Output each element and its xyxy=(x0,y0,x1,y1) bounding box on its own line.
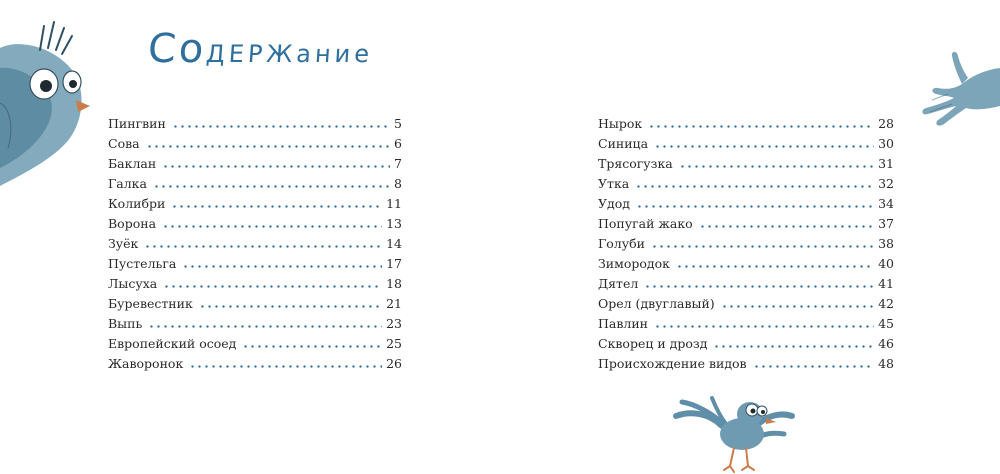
toc-dot-leader xyxy=(162,225,382,228)
toc-dot-leader xyxy=(189,365,382,368)
toc-entry[interactable] xyxy=(108,214,402,234)
toc-entry-page: 46 xyxy=(878,336,894,351)
toc-dot-leader xyxy=(242,345,382,348)
toc-dot-leader xyxy=(199,305,382,308)
toc-entry[interactable] xyxy=(108,314,402,334)
toc-entry-name: Зимородок xyxy=(598,256,670,271)
hand-illustration xyxy=(918,48,1000,128)
toc-entry-name: Скворец и дрозд xyxy=(598,336,708,351)
toc-entry-name: Пустельга xyxy=(108,256,177,271)
toc-entry-name: Утка xyxy=(598,176,630,191)
toc-entry-page: 23 xyxy=(386,316,402,331)
toc-entry[interactable] xyxy=(598,154,894,174)
toc-entry-name: Пингвин xyxy=(108,116,166,131)
toc-dot-leader xyxy=(676,265,874,268)
toc-entry-name: Нырок xyxy=(598,116,643,131)
toc-dot-leader xyxy=(654,325,874,328)
toc-entry-name: Европейский осоед xyxy=(108,336,237,351)
toc-entry-page: 38 xyxy=(878,236,894,251)
toc-entry[interactable] xyxy=(108,334,402,354)
toc-entry-name: Зуёк xyxy=(108,236,139,251)
toc-entry-name: Колибри xyxy=(108,196,166,211)
toc-entry[interactable] xyxy=(598,254,894,274)
toc-entry-name: Буревестник xyxy=(108,296,193,311)
toc-dot-leader xyxy=(635,185,874,188)
toc-dot-leader xyxy=(753,365,875,368)
toc-entry-page: 7 xyxy=(394,156,402,171)
toc-dot-leader xyxy=(644,285,874,288)
toc-entry[interactable] xyxy=(108,274,402,294)
toc-dot-leader xyxy=(171,205,382,208)
toc-entry[interactable] xyxy=(598,174,894,194)
toc-entry-page: 42 xyxy=(878,296,894,311)
toc-entry-page: 30 xyxy=(878,136,894,151)
toc-entry-name: Павлин xyxy=(598,316,648,331)
toc-dot-leader xyxy=(648,125,874,128)
toc-entry[interactable] xyxy=(108,134,402,154)
toc-entry[interactable] xyxy=(108,174,402,194)
toc-left-column xyxy=(108,114,402,374)
page-title-main: Со xyxy=(146,26,209,72)
page-title xyxy=(146,26,375,72)
toc-entry[interactable] xyxy=(108,194,402,214)
page-title-rest: ДЕРЖание xyxy=(205,40,375,68)
toc-right-column xyxy=(598,114,894,374)
toc-entry[interactable] xyxy=(108,294,402,314)
toc-dot-leader xyxy=(636,205,874,208)
toc-dot-leader xyxy=(146,145,390,148)
toc-entry-page: 41 xyxy=(878,276,894,291)
toc-entry-page: 34 xyxy=(878,196,894,211)
toc-entry[interactable] xyxy=(598,194,894,214)
toc-entry[interactable] xyxy=(598,214,894,234)
toc-entry-page: 11 xyxy=(386,196,402,211)
toc-entry[interactable] xyxy=(598,274,894,294)
toc-entry-page: 45 xyxy=(878,316,894,331)
toc-dot-leader xyxy=(699,225,874,228)
toc-entry-page: 28 xyxy=(878,116,894,131)
toc-entry-page: 8 xyxy=(394,176,402,191)
toc-entry-page: 32 xyxy=(878,176,894,191)
toc-dot-leader xyxy=(163,285,382,288)
toc-entry[interactable] xyxy=(598,334,894,354)
toc-entry-page: 13 xyxy=(386,216,402,231)
toc-dot-leader xyxy=(172,125,390,128)
toc-entry-name: Синица xyxy=(598,136,649,151)
toc-entry-name: Дятел xyxy=(598,276,639,291)
toc-entry[interactable] xyxy=(598,114,894,134)
toc-entry-page: 18 xyxy=(386,276,402,291)
toc-entry-page: 48 xyxy=(878,356,894,371)
toc-dot-leader xyxy=(713,345,874,348)
toc-entry-page: 31 xyxy=(878,156,894,171)
small-bird-illustration xyxy=(672,386,802,474)
toc-entry[interactable] xyxy=(598,134,894,154)
toc-dot-leader xyxy=(144,245,382,248)
toc-entry-name: Сова xyxy=(108,136,140,151)
toc-dot-leader xyxy=(721,305,874,308)
toc-dot-leader xyxy=(153,185,390,188)
toc-entry-page: 17 xyxy=(386,256,402,271)
toc-entry[interactable] xyxy=(598,234,894,254)
toc-entry-page: 40 xyxy=(878,256,894,271)
toc-entry[interactable] xyxy=(108,234,402,254)
toc-dot-leader xyxy=(162,165,390,168)
toc-entry-name: Удод xyxy=(598,196,630,211)
toc-entry-page: 21 xyxy=(386,296,402,311)
toc-entry-name: Жаворонок xyxy=(108,356,184,371)
toc-dot-leader xyxy=(651,245,874,248)
toc-entry-name: Голуби xyxy=(598,236,645,251)
toc-entry-page: 5 xyxy=(394,116,402,131)
owl-bird-illustration xyxy=(0,8,100,188)
toc-entry[interactable] xyxy=(598,314,894,334)
toc-entry-name: Происхождение видов xyxy=(598,356,747,371)
toc-dot-leader xyxy=(182,265,382,268)
toc-entry[interactable] xyxy=(108,254,402,274)
toc-entry-page: 25 xyxy=(386,336,402,351)
toc-entry-name: Выпь xyxy=(108,316,143,331)
toc-entry-name: Ворона xyxy=(108,216,157,231)
toc-entry-name: Попугай жако xyxy=(598,216,693,231)
toc-entry-name: Баклан xyxy=(108,156,157,171)
toc-entry[interactable] xyxy=(598,354,894,374)
toc-dot-leader xyxy=(148,325,382,328)
toc-entry[interactable] xyxy=(108,154,402,174)
toc-entry-page: 37 xyxy=(878,216,894,231)
toc-entry-name: Лысуха xyxy=(108,276,158,291)
toc-dot-leader xyxy=(679,165,874,168)
toc-entry-page: 6 xyxy=(394,136,402,151)
toc-entry[interactable] xyxy=(598,294,894,314)
toc-entry-name: Галка xyxy=(108,176,147,191)
toc-entry-name: Орел (двуглавый) xyxy=(598,296,715,311)
toc-entry-name: Трясогузка xyxy=(598,156,673,171)
toc-entry[interactable] xyxy=(108,354,402,374)
toc-entry[interactable] xyxy=(108,114,402,134)
toc-entry-page: 14 xyxy=(386,236,402,251)
toc-entry-page: 26 xyxy=(386,356,402,371)
toc-dot-leader xyxy=(654,145,874,148)
